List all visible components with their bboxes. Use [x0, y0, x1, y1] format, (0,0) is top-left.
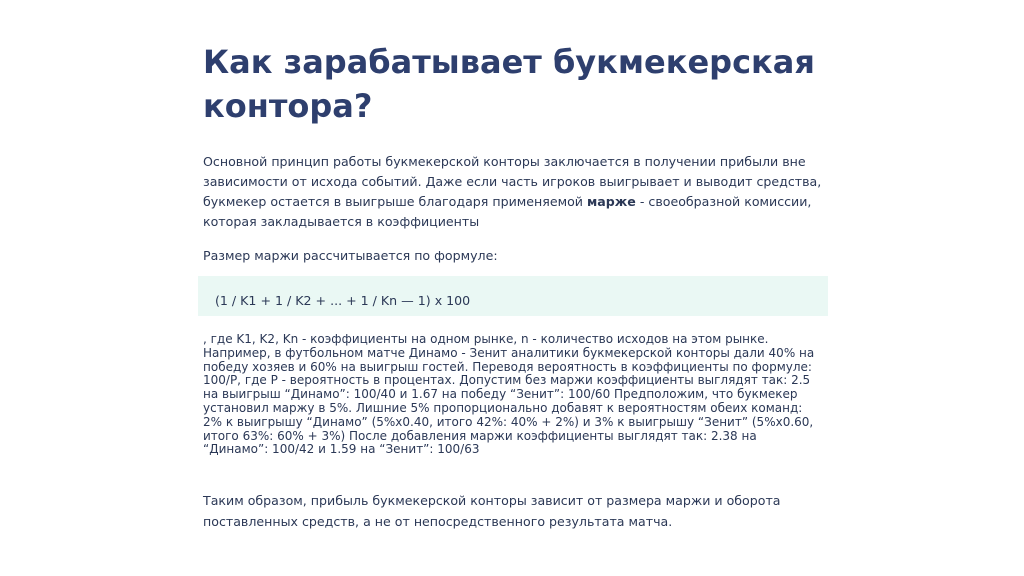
conclusion-paragraph: Таким образом, прибыль букмекерской конторы зависит от размера маржи и оборота поставленных средств, а не от непосредственного результата матча.: [203, 493, 781, 529]
slide-title: Как зарабатывает букмекерская контора?: [203, 43, 815, 125]
intro-bold-term: марже: [586, 194, 636, 209]
intro-text-end: - своеобразной комиссии, которая закладывается в коэффициенты: [203, 194, 812, 229]
formula-text: (1 / K1 + 1 / K2 + ... + 1 / Kn — 1) х 100: [215, 293, 471, 308]
formula-box: [198, 276, 828, 316]
formula-intro-text: Размер маржи рассчитывается по формуле:: [203, 248, 498, 263]
intro-text-start: Основной принцип работы букмекерской конторы заключается в получении прибыли вне зависимости от исхода событий. Даже если часть игроков выигрывает и выводит средства, букмекер остается в выигрыше благодаря применяемой: [203, 154, 822, 209]
explanation-paragraph: , где K1, K2, Kn - коэффициенты на одном рынке, n - количество исходов на этом рынке. Например, в футбольном матче Динамо - Зенит аналитики букмекерской конторы дали 40% на победу хозяев и 60% на выигрыш гостей. Переводя вероятность в коэффициенты по формуле: 100/P, где P - вероятность в процентах. Допустим без маржи коэффициенты выглядят так: 2.5 на выигрыш “Динамо”: 100/40 и 1.67 на победу “Зенит”: 100/60 Предположим, что букмекер установил маржу в 5%. Лишние 5% пропорционально добавят к вероятностям обеих команд: 2% к выигрышу “Динамо” (5%x0.40, итого 42%: 40% + 2%) и 3% к выигрышу “Зенит” (5%x0.60, итого 63%: 60% + 3%) После добавления маржи коэффициенты выглядят так: 2.38 на “Динамо”: 100/42 и 1.59 на “Зенит”: 100/63: [203, 332, 815, 457]
intro-paragraph: [203, 152, 823, 232]
